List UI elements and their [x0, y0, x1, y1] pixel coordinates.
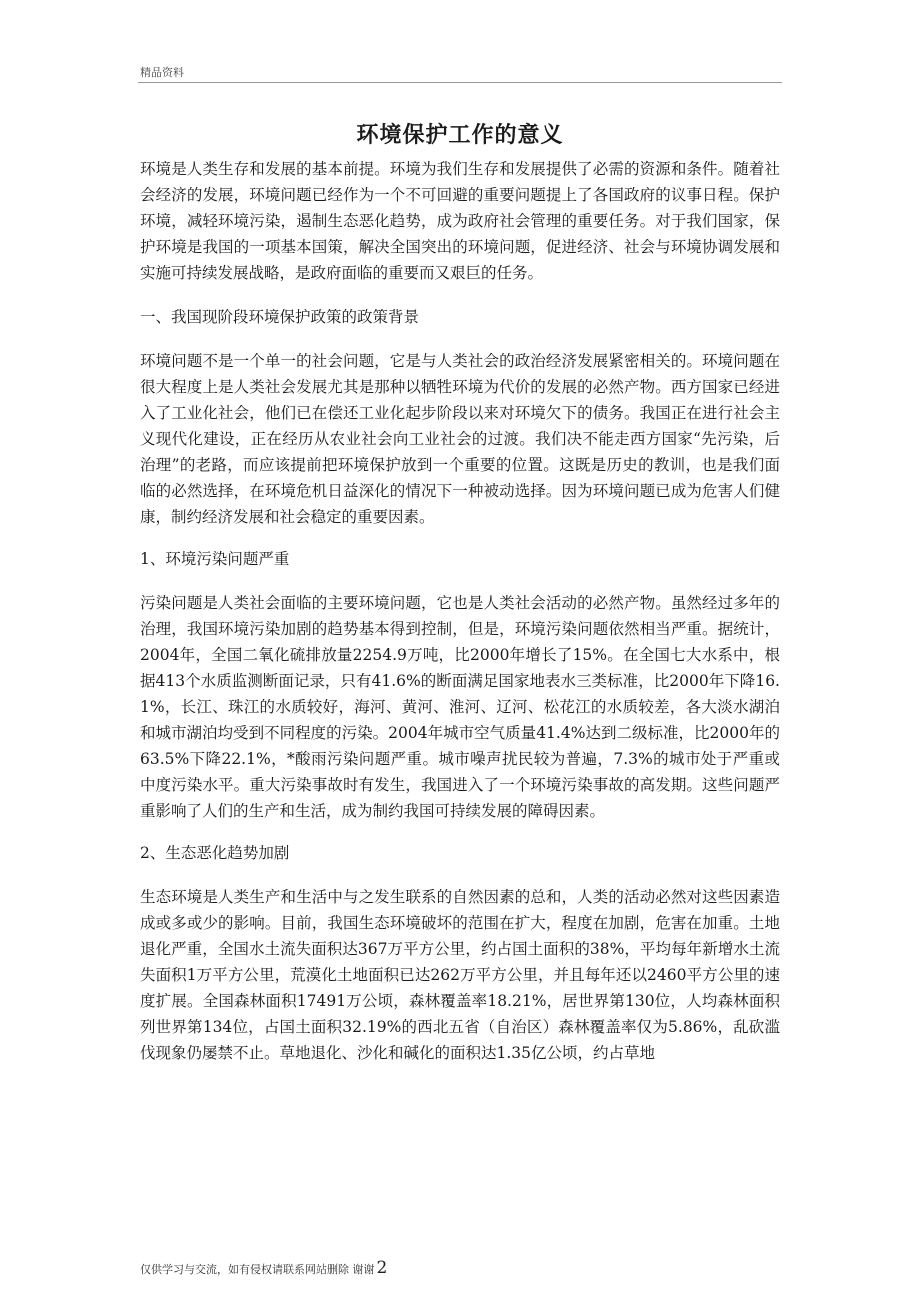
section-1-paragraph: 环境问题不是一个单一的社会问题，它是与人类社会的政治经济发展紧密相关的。环境问题在很大程度上是人类社会发展尤其是那种以牺牲环境为代价的发展的必然产物。西方国家已经进入了工业化社会，他们已在偿还工业化起步阶段以来对环境欠下的债务。我国正在进行社会主义现代化建设，正在经历从农业社会向工业社会的过渡。我们决不能走西方国家“先污染，后治理”的老路，而应该提前把环境保护放到一个重要的位置。这既是历史的教训，也是我们面临的必然选择，在环境危机日益深化的情况下一种被动选择。因为环境问题已成为危害人们健康，制约经济发展和社会稳定的重要因素。: [140, 352, 780, 526]
section-heading-1: 一、我国现阶段环境保护政策的政策背景: [140, 308, 420, 326]
subsection-2-paragraph: 生态环境是人类生产和生活中与之发生联系的自然因素的总和，人类的活动必然对这些因素造成或多或少的影响。目前，我国生态环境破坏的范围在扩大，程度在加剧，危害在加重。土地退化严重，全国水土流失面积达367万平方公里，约占国土面积的38%，平均每年新增水土流失面积1万平方公里，荒漠化土地面积已达262万平方公里，并且每年还以2460平方公里的速度扩展。全国森林面积17491万公顷，森林覆盖率18.21%，居世界第130位，人均森林面积列世界第134位，占国土面积32.19%的西北五省（自治区）森林覆盖率仅为5.86%，乱砍滥伐现象仍屡禁不止。草地退化、沙化和碱化的面积达1.35亿公顷，约占草地: [140, 888, 780, 1062]
page-number: 2: [376, 1258, 388, 1278]
subsection-heading-2: 2、生态恶化趋势加剧: [140, 844, 290, 862]
intro-paragraph: 环境是人类生存和发展的基本前提。环境为我们生存和发展提供了必需的资源和条件。随着社会经济的发展，环境问题已经作为一个不可回避的重要问题提上了各国政府的议事日程。保护环境，减轻环境污染，遏制生态恶化趋势，成为政府社会管理的重要任务。对于我们国家，保护环境是我国的一项基本国策，解决全国突出的环境问题，促进经济、社会与环境协调发展和实施可持续发展战略，是政府面临的重要而又艰巨的任务。: [140, 160, 780, 282]
footer-note: 仅供学习与交流，如有侵权请联系网站删除 谢谢: [140, 1263, 375, 1276]
header-label: 精品资料: [140, 66, 184, 79]
page-footer: [140, 1258, 387, 1278]
subsection-1-paragraph: 污染问题是人类社会面临的主要环境问题，它也是人类社会活动的必然产物。虽然经过多年的治理，我国环境污染加剧的趋势基本得到控制，但是，环境污染问题依然相当严重。据统计，2004年，全国二氧化硫排放量2254.9万吨，比2000年增长了15%。在全国七大水系中，根据413个水质监测断面记录，只有41.6%的断面满足国家地表水三类标准，比2000年下降16.1%，长江、珠江的水质较好，海河、黄河、淮河、辽河、松花江的水质较差，各大淡水湖泊和城市湖泊均受到不同程度的污染。2004年城市空气质量41.4%达到二级标准，比2000年的63.5%下降22.1%，*酸雨污染问题严重。城市噪声扰民较为普遍，7.3%的城市处于严重或中度污染水平。重大污染事故时有发生，我国进入了一个环境污染事故的高发期。这些问题严重影响了人们的生产和生活，成为制约我国可持续发展的障碍因素。: [140, 594, 780, 820]
subsection-heading-1: 1、环境污染问题严重: [140, 550, 290, 568]
document-title: 环境保护工作的意义: [356, 122, 564, 148]
document-body: [140, 156, 780, 1066]
header-divider: [138, 82, 782, 83]
